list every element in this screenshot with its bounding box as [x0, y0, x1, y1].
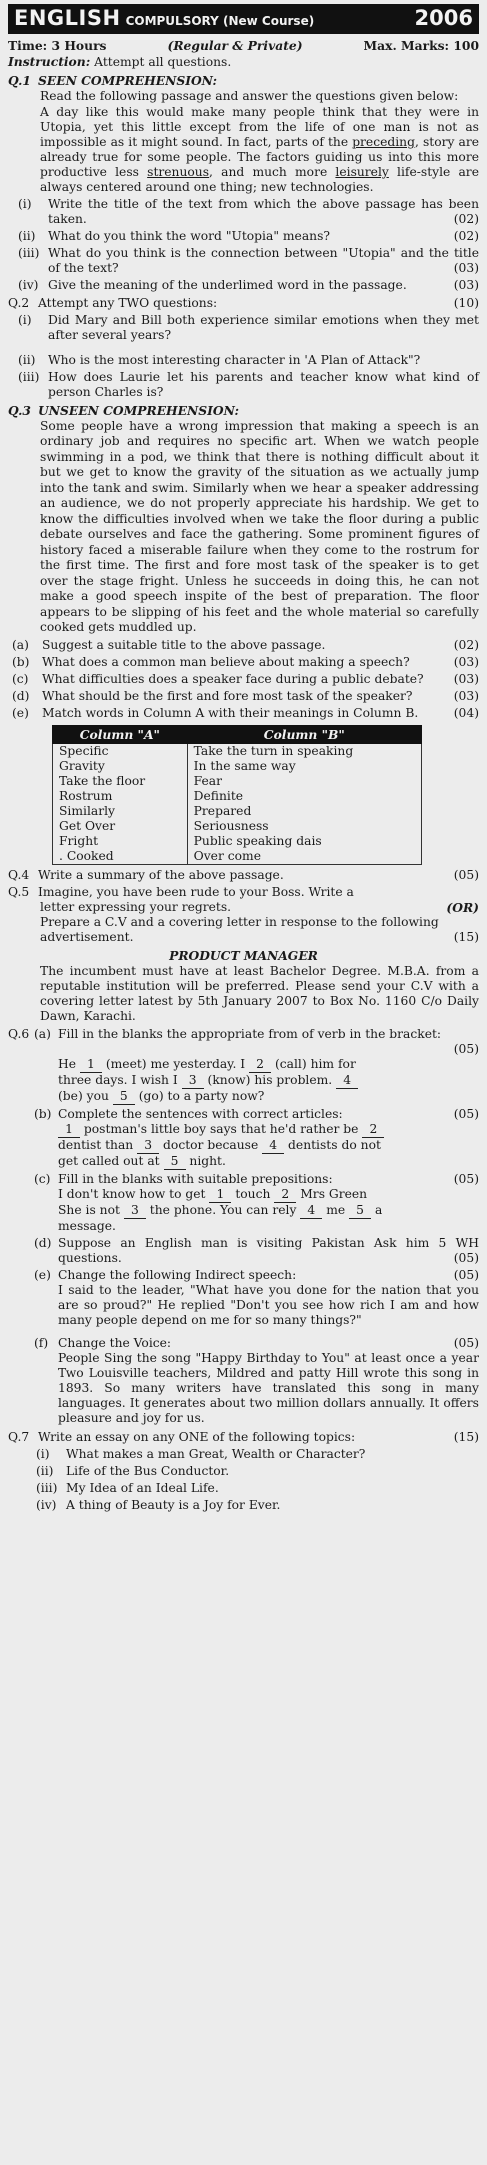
question-7-heading	[8, 1430, 479, 1445]
q5-cont-text: letter expressing your regrets.	[40, 899, 232, 914]
item-label: (e)	[12, 705, 29, 720]
advertisement-title: PRODUCT MANAGER	[169, 947, 318, 963]
item-text: A thing of Beauty is a Joy for Ever.	[66, 1497, 281, 1512]
fill-text: three days. I wish I	[58, 1072, 182, 1087]
table-row	[53, 834, 422, 849]
q1-item	[8, 278, 479, 293]
column-b-cell: Fear	[187, 774, 421, 789]
essay-topic	[36, 1481, 479, 1496]
fill-text: She is not	[58, 1202, 124, 1217]
fill-text: (be) you	[58, 1088, 113, 1103]
fill-line	[58, 1154, 479, 1170]
table-row	[53, 789, 422, 804]
item-label: (c)	[12, 671, 29, 686]
item-marks: (02)	[453, 212, 479, 226]
item-marks: (05)	[453, 1171, 479, 1186]
q3-item	[8, 655, 479, 670]
q1-item	[8, 246, 479, 276]
time-allowed: Time: 3 Hours	[8, 38, 107, 53]
underlined-word: preceding	[352, 135, 415, 149]
q3-passage: Some people have a wrong impression that making a speech is an ordinary job and requires no specific art. When we watch people swimming in a pod, we think that there is nothing difficult about it but we get to know the gravity of the situation as we actually jump into the tank and swim. Similarly when we hear a speaker addressing an audience, we do not properly appreciate his hardship. We get to know the difficulties involved when we take the floor during a public debate ourselves and face the gathering. Some prominent figures of history faced a miserable failure when they come to the rostrum for the first time. The first and fore most task of the speaker is to get over the stage fright. Unless he succeeds in doing this, he can not make a good speech inspite of the best of preparation. The floor appears to be slipping of his feet and the whole material so carefully cooked gets muddled up.	[40, 419, 479, 635]
item-question: Write the title of the text from which the above passage has been taken.	[48, 197, 479, 226]
item-marks: (03)	[453, 688, 479, 703]
fill-text: a	[371, 1202, 383, 1217]
item-marks: (03)	[453, 671, 479, 686]
blank-number: 1	[209, 1187, 231, 1203]
question-number: Q.4	[8, 867, 30, 882]
blank-number: 2	[274, 1187, 296, 1203]
item-text: Fill in the blanks the appropriate from of verb in the bracket:	[58, 1026, 442, 1041]
item-text	[58, 1107, 479, 1122]
item-label: (d)	[12, 688, 30, 703]
question-3-heading	[8, 403, 479, 418]
table-row	[53, 759, 422, 774]
essay-topic	[36, 1464, 479, 1479]
item-label: (i)	[18, 197, 32, 211]
column-b-cell: Take the turn in speaking	[187, 743, 421, 759]
column-b-header: Column "B"	[187, 725, 421, 743]
question-number: Q.6	[8, 1026, 30, 1041]
fill-text: doctor because	[159, 1137, 263, 1152]
max-marks: Max. Marks: 100	[363, 38, 479, 53]
item-label: (i)	[36, 1446, 50, 1461]
item-question: What does a common man believe about making a speech?	[42, 654, 410, 669]
essay-topic	[36, 1498, 479, 1513]
item-text: What makes a man Great, Wealth or Character?	[66, 1446, 366, 1461]
item-text	[42, 689, 479, 704]
q5-alt-text: Prepare a C.V and a covering letter in response to the following advertisement.	[40, 914, 439, 944]
column-a-cell: Take the floor	[53, 774, 188, 789]
blank-number: 3	[124, 1203, 146, 1219]
column-a-header: Column "A"	[53, 725, 188, 743]
blank-number: 3	[137, 1138, 159, 1154]
item-marks: (05)	[453, 1041, 479, 1056]
item-question: What difficulties does a speaker face during a public debate?	[42, 671, 424, 686]
subject-subtitle: COMPULSORY (New Course)	[125, 14, 315, 28]
item-text: Did Mary and Bill both experience similar emotions when they met after several years?	[48, 313, 479, 342]
underlined-word: strenuous	[147, 165, 210, 179]
item-text	[48, 229, 479, 244]
blank-number: 1	[80, 1057, 102, 1073]
fill-text: Mrs Green	[296, 1186, 368, 1201]
item-label: (iii)	[36, 1480, 58, 1495]
or-label: (OR)	[446, 899, 479, 915]
item-label: (f)	[34, 1335, 49, 1350]
fill-text: (call) him for	[271, 1056, 356, 1071]
table-row	[53, 849, 422, 865]
blank-number: 5	[164, 1154, 186, 1170]
instruction	[8, 54, 479, 70]
q6b-body	[58, 1122, 479, 1170]
item-marks: (02)	[453, 229, 479, 243]
blank-number: 2	[362, 1122, 384, 1138]
q1-intro: Read the following passage and answer the questions given below:	[40, 89, 459, 103]
item-marks: (05)	[453, 1250, 479, 1265]
question-4-heading	[8, 868, 479, 883]
question-number: Q.3	[8, 403, 31, 418]
exam-year: 2006	[414, 6, 473, 30]
q3-item	[8, 689, 479, 704]
question-marks: (10)	[453, 296, 479, 310]
table-row	[53, 819, 422, 834]
fill-text: I don't know how to get	[58, 1186, 210, 1201]
q6-part-a	[8, 1027, 479, 1042]
paper-title-bar	[8, 4, 479, 34]
item-marks: (05)	[453, 1335, 479, 1350]
q6-part-f	[8, 1336, 479, 1351]
item-label: (e)	[34, 1267, 51, 1282]
q3-item	[8, 706, 479, 721]
q2-item	[8, 370, 479, 400]
item-text	[42, 706, 479, 721]
column-b-cell: Definite	[187, 789, 421, 804]
item-marks: (03)	[453, 278, 479, 292]
item-text	[58, 1236, 479, 1266]
exam-type: (Regular & Private)	[167, 38, 303, 53]
item-label: (ii)	[36, 1463, 54, 1478]
item-label: (b)	[34, 1106, 52, 1121]
item-text	[48, 246, 479, 276]
blank-number: 2	[249, 1057, 271, 1073]
question-marks: (15)	[453, 1429, 479, 1444]
column-a-cell: . Cooked	[53, 849, 188, 865]
fill-line	[58, 1219, 479, 1234]
paper-meta	[8, 38, 479, 53]
q6-part-b	[8, 1107, 479, 1122]
blank-number: 4	[262, 1138, 284, 1154]
item-label: (iii)	[18, 370, 40, 384]
column-b-cell: Public speaking dais	[187, 834, 421, 849]
column-b-cell: Prepared	[187, 804, 421, 819]
q1-item	[8, 229, 479, 244]
item-question: What do you think is the connection between "Utopia" and the title of the text?	[48, 246, 479, 275]
q5-continuation	[40, 900, 479, 915]
item-marks: (02)	[453, 637, 479, 652]
item-label: (iii)	[18, 246, 40, 260]
item-question: Change the Voice:	[58, 1335, 172, 1350]
item-label: (iv)	[36, 1497, 57, 1512]
fill-text: He	[58, 1056, 80, 1071]
item-text	[48, 197, 479, 227]
fill-text: touch	[231, 1186, 275, 1201]
passage-text: A day like this would make many people think that they were in Utopia, yet this little except from the life of one man is not as impossible as it might sound. In fact, parts of the	[40, 105, 479, 149]
blank-number: 5	[113, 1089, 135, 1105]
item-question: Change the following Indirect speech:	[58, 1267, 297, 1282]
item-text: Who is the most interesting character in 'A Plan of Attack"?	[48, 353, 421, 367]
item-marks: (05)	[453, 1106, 479, 1121]
fill-line	[58, 1138, 479, 1154]
item-label: (i)	[18, 313, 32, 327]
question-text: Imagine, you have been rude to your Boss. Write a	[38, 884, 354, 899]
question-number: Q.5	[8, 884, 30, 899]
item-label: (ii)	[18, 353, 36, 367]
item-label: (a)	[34, 1026, 51, 1041]
blank-number: 1	[58, 1122, 80, 1138]
column-a-cell: Specific	[53, 743, 188, 759]
fill-text: me	[322, 1202, 350, 1217]
column-a-cell: Rostrum	[53, 789, 188, 804]
question-marks: (15)	[453, 929, 479, 944]
question-5-heading	[8, 885, 479, 900]
passage-text: life-style are always centered around one thing; new technologies.	[40, 165, 479, 194]
table-row	[53, 743, 422, 759]
q3-item	[8, 638, 479, 653]
instruction-text: Attempt all questions.	[90, 55, 232, 69]
fill-line	[58, 1203, 479, 1219]
fill-line	[58, 1187, 479, 1203]
item-label: (b)	[12, 654, 30, 669]
essay-topic	[36, 1447, 479, 1462]
blank-number: 3	[182, 1073, 204, 1089]
item-question: Fill in the blanks with suitable prepositions:	[58, 1171, 333, 1186]
q5-alternative	[40, 915, 479, 945]
q1-item	[8, 197, 479, 227]
advertisement-text: The incumbent must have at least Bachelor Degree. M.B.A. from a reputable institution will be preferred. Please send your C.V with a covering letter latest by 5th January 2007 to Box No. 1160 C/o Daily Dawn, Karachi.	[40, 963, 479, 1023]
passage-text: , and much more	[209, 165, 336, 179]
fill-text: the phone. You can rely	[145, 1202, 301, 1217]
item-marks: (05)	[453, 1267, 479, 1282]
question-title: UNSEEN COMPREHENSION:	[38, 403, 239, 418]
item-marks: (03)	[453, 261, 479, 275]
fill-text: dentist than	[58, 1137, 138, 1152]
q6c-body	[58, 1187, 479, 1234]
question-number: Q.2	[8, 296, 30, 310]
q6-part-c	[8, 1172, 479, 1187]
column-a-cell: Get Over	[53, 819, 188, 834]
item-text: My Idea of an Ideal Life.	[66, 1480, 219, 1495]
item-question: Suppose an English man is visiting Pakistan Ask him 5 WH questions.	[58, 1235, 479, 1265]
fill-text: (meet) me yesterday. I	[101, 1056, 250, 1071]
question-number: Q.1	[8, 73, 31, 88]
item-label: (d)	[34, 1235, 52, 1250]
fill-text: postman's little boy says that he'd rather be	[80, 1121, 363, 1136]
q6-part-e	[8, 1268, 479, 1283]
item-marks: (04)	[453, 705, 479, 720]
item-text	[58, 1268, 479, 1283]
question-text: Write an essay on any ONE of the following topics:	[38, 1429, 356, 1444]
column-b-cell: Over come	[187, 849, 421, 865]
table-row	[53, 804, 422, 819]
item-label: (iv)	[18, 278, 39, 292]
item-text	[58, 1172, 479, 1187]
fill-line	[58, 1089, 479, 1105]
question-text: Write a summary of the above passage.	[38, 867, 284, 882]
fill-text: dentists do not	[284, 1137, 381, 1152]
fill-line	[58, 1057, 479, 1073]
q6e-body: I said to the leader, "What have you done for the nation that you are so proud?" He replied "Don't you see how rich I am and how many people depend on me for so many things?"	[58, 1282, 479, 1327]
column-a-cell: Fright	[53, 834, 188, 849]
subject-title: ENGLISH	[14, 6, 121, 30]
blank-number: 4	[336, 1073, 358, 1089]
question-marks: (05)	[453, 867, 479, 882]
fill-text: (go) to a party now?	[134, 1088, 265, 1103]
item-text	[48, 278, 479, 293]
column-a-cell: Gravity	[53, 759, 188, 774]
item-text	[42, 655, 479, 670]
q2-item	[8, 313, 479, 343]
q6-part-d	[8, 1236, 479, 1266]
fill-text: (know) his problem.	[203, 1072, 337, 1087]
q6a-body	[58, 1042, 479, 1105]
column-b-cell: Seriousness	[187, 819, 421, 834]
q1-passage	[40, 105, 479, 195]
fill-line	[58, 1122, 479, 1138]
q6f-body: People Sing the song "Happy Birthday to You" at least once a year Two Louisville teachers, Mildred and patty Hill wrote this song in 1893. So many writers have translated this song in many languages. It generates about two million dollars annually. It offers pleasure and joy for us.	[58, 1350, 479, 1425]
item-question: Suggest a suitable title to the above passage.	[42, 637, 326, 652]
item-text	[58, 1336, 479, 1351]
question-title: Attempt any TWO questions:	[38, 296, 218, 310]
table-row	[53, 774, 422, 789]
fill-text: message.	[58, 1218, 116, 1233]
fill-text: get called out at	[58, 1153, 164, 1168]
fill-line	[58, 1073, 479, 1089]
item-question: What should be the first and fore most task of the speaker?	[42, 688, 413, 703]
item-question: Complete the sentences with correct articles:	[58, 1106, 343, 1121]
fill-text: night.	[185, 1153, 226, 1168]
item-text	[42, 672, 479, 687]
item-question: Match words in Column A with their meanings in Column B.	[42, 705, 419, 720]
passage-text: , story are already true for some people. The factors guiding us into this more productive less	[40, 135, 479, 179]
item-label: (ii)	[18, 229, 36, 243]
instruction-label: Instruction:	[8, 54, 91, 69]
match-columns-table	[52, 725, 422, 865]
item-text: How does Laurie let his parents and teacher know what kind of person Charles is?	[48, 370, 479, 399]
question-title: SEEN COMPREHENSION:	[38, 73, 218, 88]
item-label: (a)	[12, 637, 29, 652]
question-1-heading	[8, 73, 479, 88]
blank-number: 5	[349, 1203, 371, 1219]
item-label: (c)	[34, 1171, 51, 1186]
underlined-word: leisurely	[335, 165, 389, 179]
question-number: Q.7	[8, 1429, 30, 1444]
item-marks: (03)	[453, 654, 479, 669]
column-a-cell: Similarly	[53, 804, 188, 819]
item-text: Life of the Bus Conductor.	[66, 1463, 230, 1478]
q2-item	[8, 353, 479, 368]
item-question: Give the meaning of the underlimed word in the passage.	[48, 278, 407, 292]
blank-number: 4	[300, 1203, 322, 1219]
question-2-heading	[8, 296, 479, 311]
item-question: What do you think the word "Utopia" means?	[48, 229, 330, 243]
column-b-cell: In the same way	[187, 759, 421, 774]
item-text	[42, 638, 479, 653]
q3-item	[8, 672, 479, 687]
